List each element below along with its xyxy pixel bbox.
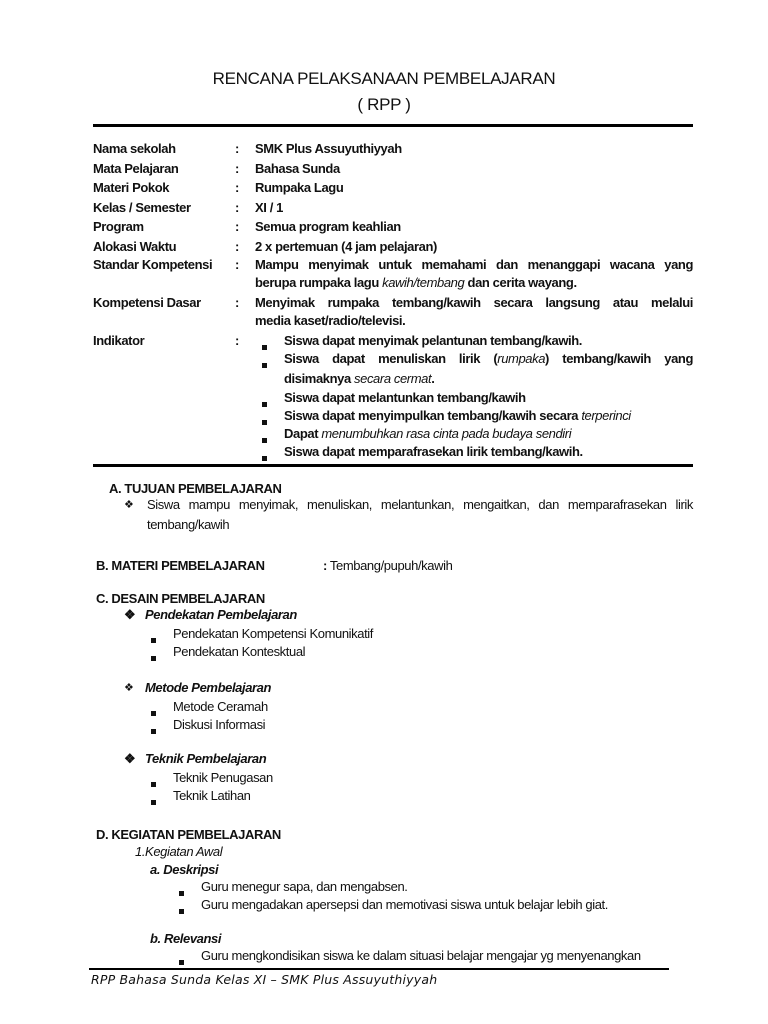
footer-text: RPP Bahasa Sunda Kelas XI – SMK Plus Assuyuthiyyah bbox=[91, 972, 438, 987]
sk-line1: Mampu menyimak untuk memahami dan menanggapi wacana yang bbox=[255, 257, 693, 272]
c-teknik-title: Teknik Pembelajaran bbox=[145, 751, 267, 766]
list-item: Teknik Latihan bbox=[173, 788, 251, 803]
indikator-item bbox=[284, 408, 631, 424]
list-item: Guru mengadakan apersepsi dan memotivasi siswa untuk belajar lebih giat. bbox=[201, 897, 608, 912]
colon: : bbox=[235, 219, 239, 235]
indikator-item: Siswa dapat menyimak pelantunan tembang/kawih. bbox=[284, 333, 583, 348]
indikator-item-cont bbox=[284, 371, 434, 387]
kd-line2: media kaset/radio/televisi. bbox=[255, 313, 406, 328]
c-pendekatan-title: Pendekatan Pembelajaran bbox=[145, 607, 297, 622]
colon: : bbox=[235, 257, 239, 272]
field-value: Rumpaka Lagu bbox=[255, 180, 344, 196]
field-value: XI / 1 bbox=[255, 199, 283, 215]
text: secara cermat bbox=[354, 371, 432, 386]
text: Dapat bbox=[284, 426, 322, 441]
bullet-icon bbox=[151, 800, 156, 805]
bullet-icon bbox=[262, 420, 267, 425]
bullet-icon bbox=[151, 729, 156, 734]
text: dan cerita wayang. bbox=[464, 275, 577, 290]
kd-line1: Menyimak rumpaka tembang/kawih secara langsung atau melalui bbox=[255, 295, 693, 310]
field-value: Bahasa Sunda bbox=[255, 160, 340, 176]
kd-label: Kompetensi Dasar bbox=[93, 295, 201, 310]
document-subtitle: ( RPP ) bbox=[357, 95, 411, 114]
colon: : bbox=[323, 558, 327, 573]
indikator-item bbox=[284, 426, 571, 442]
field-value: 2 x pertemuan (4 jam pelajaran) bbox=[255, 239, 437, 254]
colon: : bbox=[235, 160, 239, 176]
text: rumpaka bbox=[497, 351, 546, 366]
bullet-icon bbox=[151, 656, 156, 661]
text: Tembang/pupuh/kawih bbox=[326, 558, 453, 573]
d-b-title: b. Relevansi bbox=[150, 931, 222, 946]
section-a-line2: tembang/kawih bbox=[147, 517, 230, 532]
c-metode-title: Metode Pembelajaran bbox=[145, 680, 272, 695]
colon: : bbox=[235, 180, 239, 196]
colon: : bbox=[235, 199, 239, 215]
section-a-line1: Siswa mampu menyimak, menuliskan, melantunkan, mengaitkan, dan memparafrasekan lirik bbox=[147, 497, 693, 512]
section-b-heading: B. MATERI PEMBELAJARAN bbox=[96, 558, 265, 573]
bullet-icon bbox=[179, 960, 184, 965]
list-item: Metode Ceramah bbox=[173, 699, 268, 714]
colon: : bbox=[235, 239, 239, 254]
footer-rule bbox=[89, 968, 669, 970]
colon: : bbox=[235, 141, 239, 156]
sk-label: Standar Kompetensi bbox=[93, 257, 213, 272]
indikator-label: Indikator bbox=[93, 333, 145, 348]
section-a-heading: A. TUJUAN PEMBELAJARAN bbox=[109, 481, 282, 496]
diamond-bullet-icon: ❖ bbox=[124, 751, 136, 766]
text: menumbuhkan rasa cinta pada budaya sendiri bbox=[321, 426, 572, 441]
bullet-icon bbox=[151, 782, 156, 787]
d-a-title: a. Deskripsi bbox=[150, 862, 219, 877]
section-d-heading: D. KEGIATAN PEMBELAJARAN bbox=[96, 827, 281, 842]
section-c-heading: C. DESAIN PEMBELAJARAN bbox=[96, 591, 265, 606]
field-label: Mata Pelajaran bbox=[93, 160, 179, 176]
list-item: Pendekatan Kompetensi Komunikatif bbox=[173, 626, 373, 641]
list-item: Teknik Penugasan bbox=[173, 770, 273, 785]
indikator-item: Siswa dapat memparafrasekan lirik tembang/kawih. bbox=[284, 444, 583, 459]
diamond-bullet-icon: ❖ bbox=[124, 607, 136, 622]
text: kawih/tembang bbox=[382, 275, 465, 290]
text: Siswa dapat menyimpulkan tembang/kawih secara bbox=[284, 408, 582, 423]
bullet-icon bbox=[151, 638, 156, 643]
bullet-icon bbox=[151, 711, 156, 716]
field-label: Kelas / Semester bbox=[93, 199, 191, 215]
bullet-icon bbox=[262, 456, 267, 461]
field-label: Materi Pokok bbox=[93, 180, 170, 196]
text: . bbox=[431, 371, 435, 386]
text: terperinci bbox=[581, 408, 631, 423]
indikator-item bbox=[284, 351, 693, 367]
colon: : bbox=[235, 295, 239, 310]
text: ) tembang/kawih yang bbox=[545, 351, 693, 366]
list-item: Guru menegur sapa, dan mengabsen. bbox=[201, 879, 408, 894]
bullet-icon bbox=[262, 438, 267, 443]
mid-rule bbox=[93, 464, 693, 467]
field-label: Alokasi Waktu bbox=[93, 239, 177, 254]
field-value: Semua program keahlian bbox=[255, 219, 401, 235]
field-label: Program bbox=[93, 219, 144, 235]
sk-line2 bbox=[255, 275, 577, 291]
indikator-item: Siswa dapat melantunkan tembang/kawih bbox=[284, 390, 526, 405]
list-item: Diskusi Informasi bbox=[173, 717, 266, 732]
text: Siswa dapat menuliskan lirik ( bbox=[284, 351, 498, 366]
document-title: RENCANA PELAKSANAAN PEMBELAJARAN bbox=[212, 69, 556, 88]
field-value: SMK Plus Assuyuthiyyah bbox=[255, 141, 402, 156]
bullet-icon bbox=[179, 891, 184, 896]
list-item: Pendekatan Kontesktual bbox=[173, 644, 306, 659]
diamond-bullet-icon: ❖ bbox=[124, 682, 134, 694]
colon: : bbox=[235, 333, 239, 348]
bullet-icon bbox=[262, 363, 267, 368]
text: berupa rumpaka lagu bbox=[255, 275, 383, 290]
section-b-value bbox=[323, 558, 452, 574]
top-rule bbox=[93, 124, 693, 127]
bullet-icon bbox=[262, 402, 267, 407]
bullet-icon bbox=[179, 909, 184, 914]
bullet-icon bbox=[262, 345, 267, 350]
list-item: Guru mengkondisikan siswa ke dalam situasi belajar mengajar yg menyenangkan bbox=[201, 948, 641, 963]
field-label: Nama sekolah bbox=[93, 141, 176, 156]
diamond-bullet-icon: ❖ bbox=[124, 499, 134, 511]
text: disimaknya bbox=[284, 371, 355, 386]
d-sub1: 1.Kegiatan Awal bbox=[135, 844, 223, 859]
